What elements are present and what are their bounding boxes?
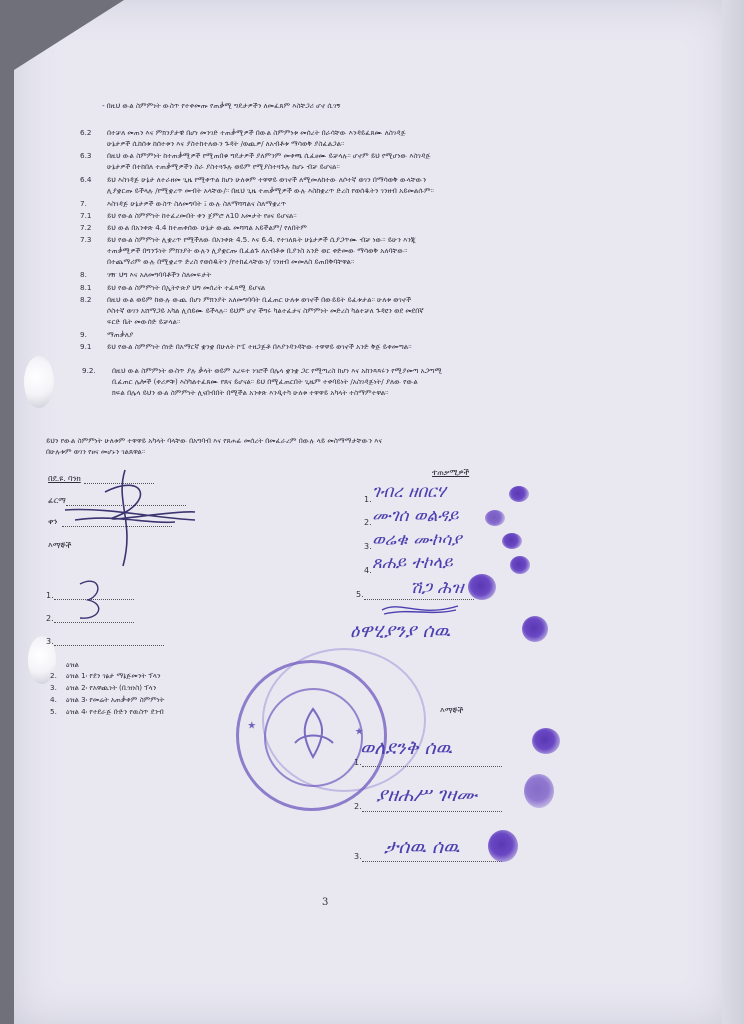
correction-blot: [24, 356, 54, 408]
section-number: 7.1: [80, 211, 92, 220]
page-number: 3: [322, 897, 329, 908]
user-signature: ዕዋሂያንያ ሰዉ: [350, 620, 451, 642]
thumbprint: [522, 616, 548, 642]
signature-label: ፊርማ: [48, 496, 66, 505]
clause-8-1: ይህ የውል ስምምነት በኢትዮጵያ ህግ መሰረት ተፈጻሚ ይሆናል: [107, 283, 266, 292]
attachment-number: 4.: [50, 695, 57, 704]
attachment-number: 3.: [50, 683, 57, 692]
witness-signature-scribble: [70, 574, 110, 624]
clause-8-2: በዚህ ውል ወይም ከውሉ ውጪ በሆነ ምክንያት አለመግባባት ቢፈጠር ሁለቱ ወገኖች በውይይት ይፈቱታል። ሁለቱ ወገኖች: [107, 295, 412, 304]
bank-label: በደ.ዩ. ባንክ: [48, 474, 81, 483]
thumbprint: [532, 728, 560, 754]
clause-8-2-cont2: ፍርድ ቤት መውሰድ ይቻላል።: [107, 317, 181, 326]
clause-6-3: በዚህ ውል ስምምነት ከተጠቃሚዎች የሚጠበቁ ግዴታዎች ያለምንም መቀጫ ሲፈፀሙ ይቻላሉ። ሆኖም ይህ የሚሆነው እስገዳጅ: [107, 151, 431, 160]
witness-number: 3.: [46, 637, 54, 646]
stamp-ring-text: ★: [351, 725, 366, 738]
section-number: 8.: [80, 270, 87, 279]
bank-signature-scribble: [55, 462, 205, 572]
section-number: 8.2: [80, 295, 92, 304]
thumbprint: [485, 510, 505, 526]
user-signature: ጸሐይ ተኮላይ: [372, 553, 453, 573]
user-signature: ወሬቁ ሙኮሳያ: [372, 530, 462, 550]
user-signature: ሽጋ ሕዝ: [410, 578, 464, 598]
section-number: 8.1: [80, 283, 92, 292]
section-number: 7.: [80, 199, 87, 208]
clause-8-2-cont: ሶስተኛ ወገን አሸማጋይ አካል ሊሰይሙ ይችላሉ። ይህም ሆኖ ችግሩ ካልተፈታና ስምምነት መድረስ ካልተቻለ ጉዳዩን ወደ መደበኛ: [107, 306, 424, 315]
folded-corner: [14, 0, 124, 70]
section-number: 6.3: [80, 151, 92, 160]
attachment-item: ዕዝል 1፡ የደን ገፅታ ማኔጅመንት ፕላን: [66, 671, 161, 680]
left-witnesses-label: እማኞች: [48, 541, 72, 550]
clause-6-4: ይህ እስገዳጅ ሁኔታ ለተራዘመ ጊዜ የሚቀጥል ከሆነ ሁለቱም ተዋዋይ ወገኖች ለሚመለከተው ለሶተኛ ወገን በማሳወቅ ውላቸውን: [107, 175, 427, 184]
clause-7-3-cont: ተጠቃሚዎች በግንኙነት ምክንያት ውሉን ሊያቋርጡ ቢፈልጉ ለአብቶቱ ቢያንስ አንድ ወር ቀድመው ማሳወቅ አለባቸው።: [107, 246, 408, 255]
attachments-heading: ዕዝል: [66, 660, 79, 669]
user-number: 3.: [364, 542, 372, 551]
witness-line: [362, 810, 502, 812]
thumbprint: [502, 533, 522, 549]
stamp-ring-text: ★: [245, 719, 260, 732]
witness-line: [54, 644, 164, 646]
top-note: - በዚህ ውል ስምምነት ውስጥ የተቀመጡ የጠቃሚ ግዴታዎችን ለመፈጸም እስቸጋሪ ሆኖ ሲገኝ: [102, 101, 341, 110]
official-stamp: [236, 660, 387, 811]
section-number: 7.2: [80, 223, 92, 232]
user-number: 4.: [364, 566, 372, 575]
clause-7-3: ይህ የውል ስምምነት ሊቋረጥ የሚችለው በአንቀጽ 4.5. እና 6.4. የተገለጹት ሁኔታዎች ሲያጋጥሙ ብቻ ነው። ይሁን እንጂ: [107, 235, 417, 244]
witness-number: 3.: [354, 852, 362, 861]
user-number: 1.: [364, 495, 372, 504]
clause-7-2: ይህ ውል በአንቀጽ 4.4 ከተጠቀሰው ሁኔታ ውጪ መሻሻል አይችልም/ የለበትም: [107, 223, 307, 232]
witness-line: [362, 765, 502, 767]
attachment-number: 5.: [50, 707, 57, 716]
page-stack-edge: [722, 0, 744, 1024]
section-7-heading: እስገዳጅ ሁኔታዎች ውስጥ ስለመግባት ፤ ውሉ ስለማሻሻልና ስለማቋረጥ: [107, 199, 287, 208]
user-number: 5.: [356, 590, 364, 599]
closing-statement-cont: በሁሉቱም ወገን የፀና መሆኑን ገልጸዋል።: [46, 447, 146, 456]
witness-signature: ወለደንቅ ሰዉ: [360, 737, 453, 759]
section-number: 9.: [80, 330, 87, 339]
section-number: 9.1: [80, 342, 92, 351]
witness-number: 2.: [354, 802, 362, 811]
witness-number: 1.: [354, 758, 362, 767]
right-witnesses-label: እማኞች: [440, 706, 464, 715]
section-9-heading: ማጠቃለያ: [107, 330, 134, 339]
section-number: 6.2: [80, 128, 92, 137]
user-number: 2.: [364, 518, 372, 527]
struck-out-entry: [380, 598, 460, 620]
clause-9-2: በዚህ ውል ስምምነት ውስጥ ያሉ ቃላት ወይም አረፍተ ነገሮች በሌላ ቋንቋ ጋር የሚጣረስ ከሆነ እና አከንጻጻሩን የሚያመጣ አጋጣሚ: [112, 366, 443, 375]
clause-7-3-cont2: በተጨማሪም ውሉ በሚቋረጥ ድረስ የወሰዱትን /የተከፈላቸውን/ ገንዘብ መመለስ ይጠበቅባቸዋል።: [107, 257, 355, 266]
section-number: 9.2.: [82, 366, 96, 375]
section-number: 7.3: [80, 235, 92, 244]
clause-6-2-cont: ሁኔታዎች ሲከሰቱ ከሰተቱን እና ያስተከተለውን ጉዳት /ወጪዎ/ ለአብቶቱ ማሳወቅ ያስፈልጋል።: [107, 139, 345, 148]
clause-9-2-cont: ቢፈጠር ሌሎች (ቀሪዎቹ) እስካልተፈጸሙ የጸና ይሆናል። ይህ በሚፈጠርበት ጊዜም ተቀባይነት /አስገዳጅነት/ ያለው የውል: [112, 377, 418, 386]
closing-statement: ይህን የውል ስምምነት ሁለቱም ተዋዋይ አካላት ባላቸው በአግባብ እና የጸሐፊ መሰረት በመፈራረም በውሉ ላይ መስማማታቸውን እና: [46, 436, 383, 445]
witness-signature: ታሰዉ ሰዉ: [384, 836, 460, 858]
thumbprint: [488, 830, 518, 862]
attachment-item: ዕዝል 4፡ የተደራጅ ቡድን የዉስጥ ደንብ: [66, 707, 164, 716]
thumbprint: [468, 574, 496, 600]
users-label: ተጠቃሚዎች: [432, 468, 470, 477]
section-8-heading: ገዥ ህግ እና አለመግባባቶችን ስለመፍታት: [107, 270, 212, 279]
thumbprint: [524, 774, 554, 808]
attachment-item: ዕዝል 2፡ የአዋጪነት (ቢዝነስ) ፕላን: [66, 683, 157, 692]
clause-7-1: ይህ የውል ስምምነት ከተፈረመበት ቀን ጀምሮ ለ10 አመታት የፀና ይሆናል።: [107, 211, 297, 220]
thumbprint: [510, 556, 530, 574]
stamp-emblem-icon: [283, 703, 343, 763]
user-signature: ገብረ ዘበርሃ: [372, 482, 446, 502]
thumbprint: [509, 486, 529, 502]
witness-line: [362, 860, 502, 862]
witness-signature: ያዘሐሥ ገዛሙ: [376, 784, 478, 806]
clause-9-2-cont2: ክፍል በሌላ ይህን ውል ስምምነት ሊናበብበት በሚችል አንቀጽ እንዲተካ ሁለቱ ተዋዋይ አካላት ተስማምተዋል።: [112, 388, 389, 397]
section-number: 6.4: [80, 175, 92, 184]
user-signature: ሙገሰ ወልዳይ: [372, 506, 459, 526]
clause-9-1: ይህ የውል ስምምነት ሰነድ በአማርኛ ቋንቋ በሁለት ኮፒ ተዘጋጅቶ በእያንዳንዳቸው ተዋዋይ ወገኖች አንድ ቅጅ ይቀመጣል።: [107, 342, 412, 351]
attachment-number: 2.: [50, 671, 57, 680]
date-label: ቀን: [48, 517, 58, 526]
witness-number: 1.: [46, 591, 54, 600]
witness-number: 2.: [46, 614, 54, 623]
clause-6-2: በተቻለ መጠን እና ምክንያታዊ በሆነ መንገድ ተጠቃሚዎች በውል ስምምነቱ መሰረት በራሳቸው እንዳይፈጸሙ ለስገዳጅ: [107, 128, 406, 137]
clause-6-3-cont: ሁኔታዎች በተከበለ ተጠቃሚዎችን ስራ ያስተጓጉሉ ወይም የሚያስተጓጉሉ ከሆኑ ብቻ ይሆናል።: [107, 162, 340, 171]
attachment-item: ዕዝል 3፡ የመሬት አጠቃቀም ስምምነት: [66, 695, 165, 704]
clause-6-4-cont: ሊያቋርጡ ይችላሉ /የሚቋረጥ መብት አላቸው/። በዚህ ጊዜ ተጠቃሚዎች ውሉ እስከቋረጥ ድረስ የወሰዱትን ገንዘብ አይመልሱም።: [107, 186, 434, 195]
